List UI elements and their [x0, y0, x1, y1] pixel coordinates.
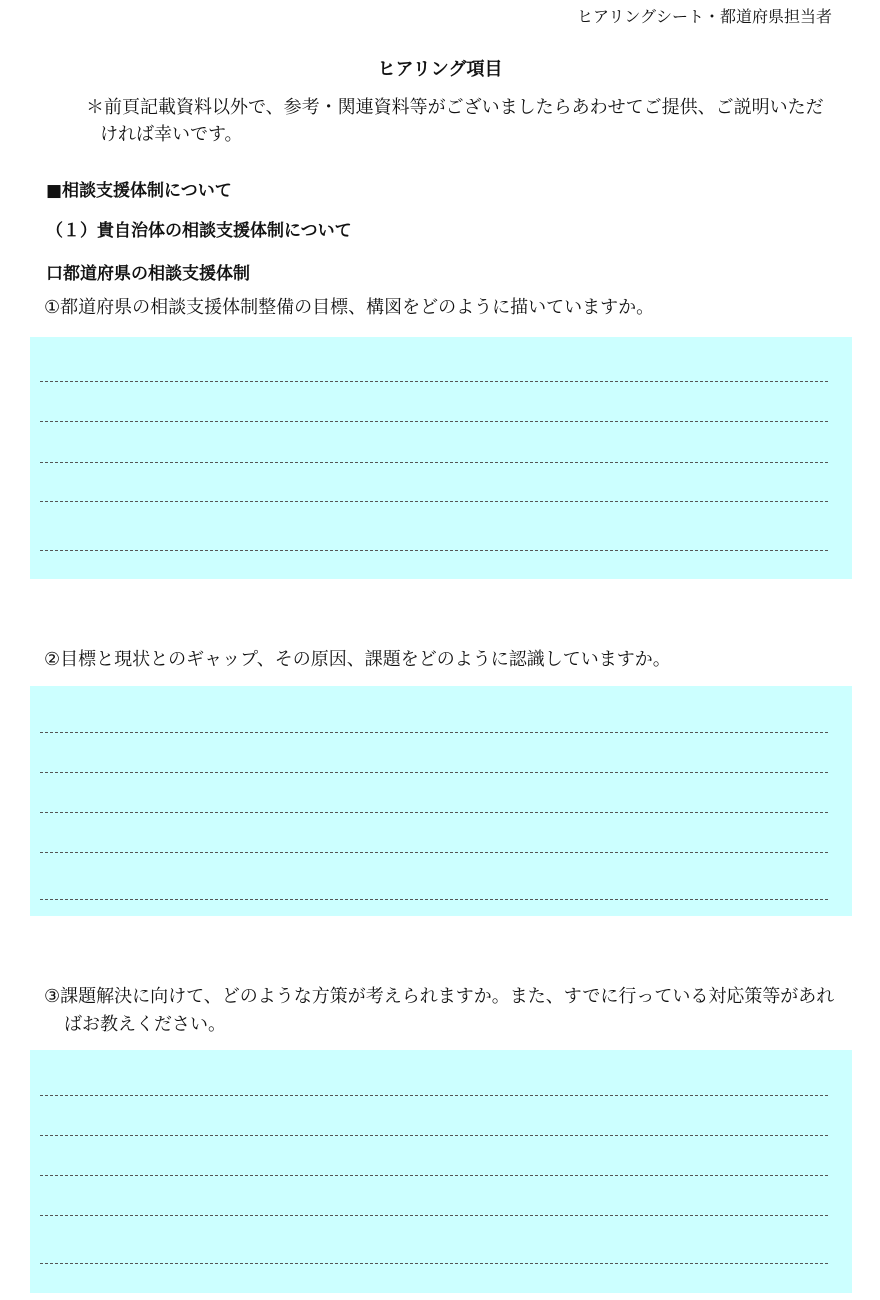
checkbox-heading: 口都道府県の相談支援体制	[46, 264, 250, 284]
sheet-label: ヒアリングシート・都道府県担当者	[576, 7, 832, 26]
answer-rule	[40, 421, 828, 422]
answer-box-1[interactable]	[30, 337, 852, 579]
subsection-heading: （１）貴自治体の相談支援体制について	[46, 221, 352, 241]
answer-rule	[40, 772, 828, 773]
answer-box-2[interactable]	[30, 686, 852, 916]
answer-rule	[40, 1095, 828, 1096]
question-2: ②目標と現状とのギャップ、その原因、課題をどのように認識していますか。	[44, 649, 671, 670]
question-1: ①都道府県の相談支援体制整備の目標、構図をどのように描いていますか。	[44, 297, 655, 318]
question-3: ③課題解決に向けて、どのような方策が考えられますか。また、すでに行っている対応策等があればお教えください。	[44, 986, 835, 1035]
answer-rule	[40, 501, 828, 502]
answer-rule	[40, 1135, 828, 1136]
section-heading: ■相談支援体制について	[46, 181, 232, 201]
answer-rule	[40, 462, 828, 463]
answer-rule	[40, 1175, 828, 1176]
answer-rule	[40, 852, 828, 853]
answer-rule	[40, 812, 828, 813]
reference-note: ＊前頁記載資料以外で、参考・関連資料等がございましたらあわせてご提供、ご説明いただければ幸いです。	[86, 97, 824, 145]
answer-box-3[interactable]	[30, 1050, 852, 1293]
answer-rule	[40, 550, 828, 551]
page-title: ヒアリング項目	[377, 59, 503, 80]
answer-rule	[40, 381, 828, 382]
answer-rule	[40, 732, 828, 733]
answer-rule	[40, 899, 828, 900]
answer-rule	[40, 1263, 828, 1264]
answer-rule	[40, 1215, 828, 1216]
